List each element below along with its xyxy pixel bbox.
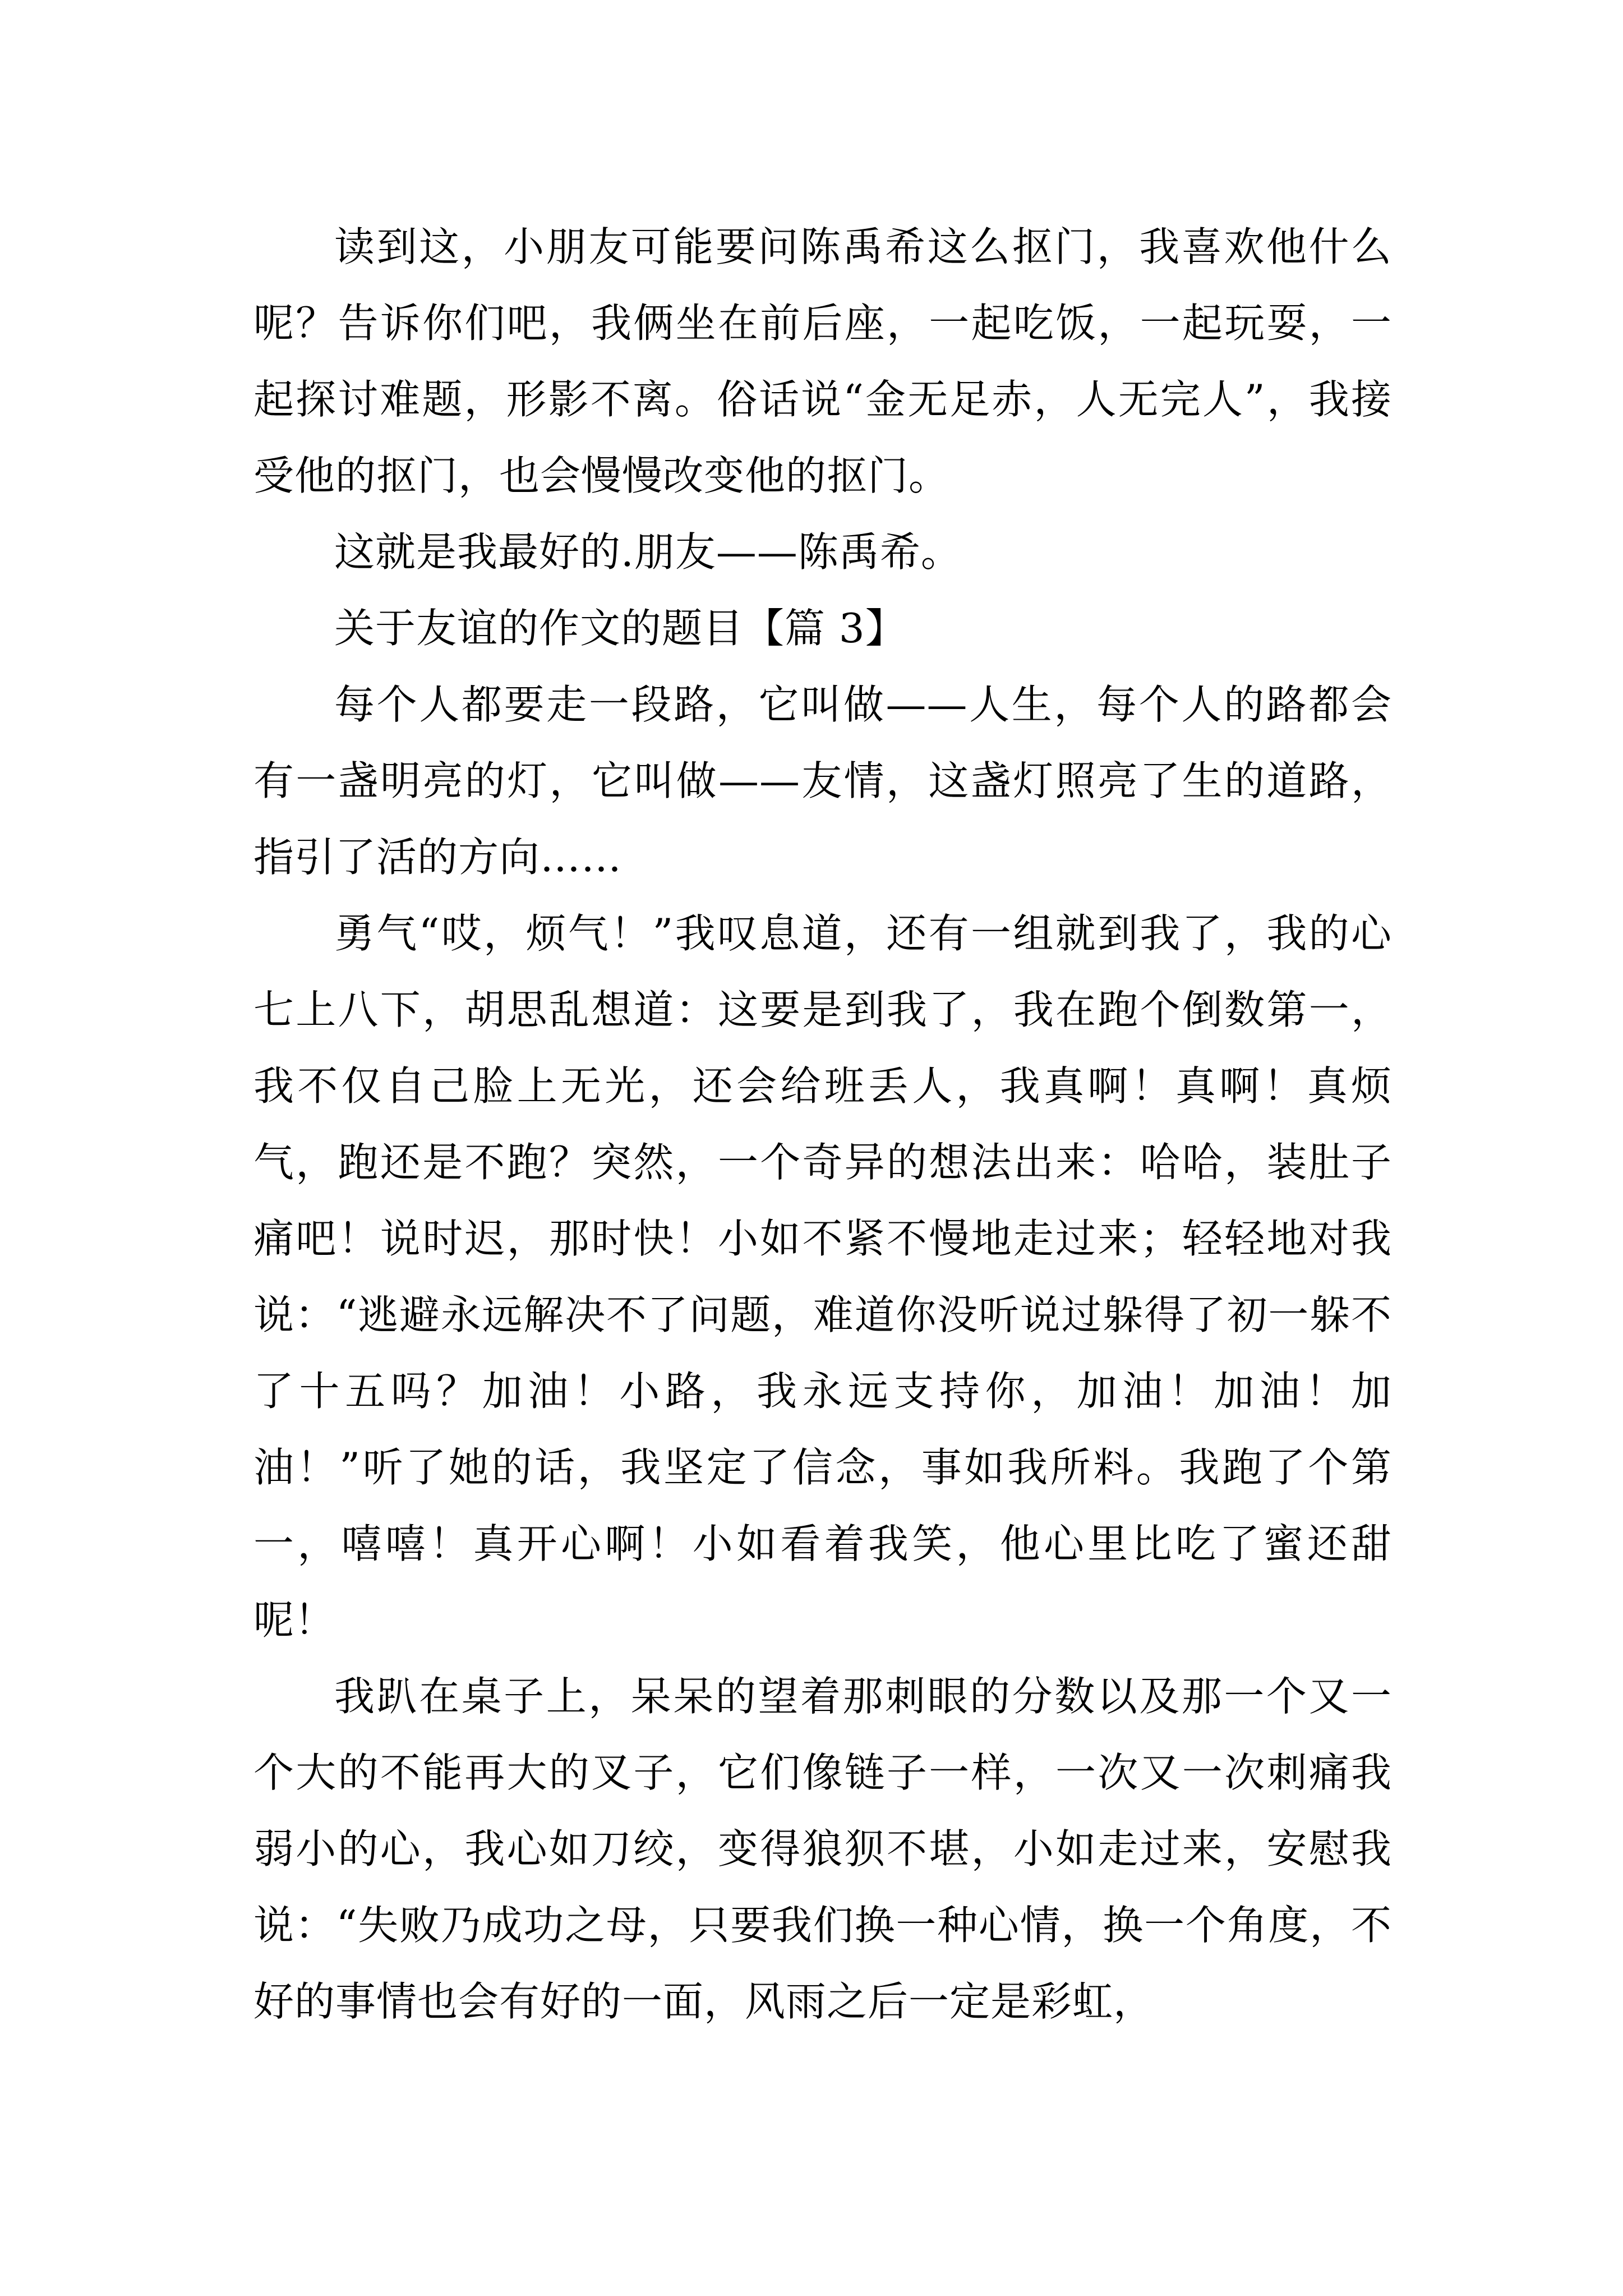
paragraph-4: 勇气“哎，烦气！”我叹息道，还有一组就到我了，我的心七上八下，胡思乱想道：这要是到我了，我在跑个倒数第一，我不仅自己脸上无光，还会给班丢人，我真啊！真啊！真烦气，跑还是不跑？突然，一个奇异的想法出来：哈哈，装肚子痛吧！说时迟，那时快！小如不紧不慢地走过来；轻轻地对我说：“逃避永远解决不了问题，难道你没听说过躲得了初一躲不了十五吗？加油！小路，我永远支持你，加油！加油！加油！”听了她的话，我坚定了信念，事如我所料。我跑了个第一，嘻嘻！真开心啊！小如看着我笑，他心里比吃了蜜还甜呢！ — [253, 910, 1392, 1644]
paragraph-2: 这就是我最好的.朋友——陈禹希。 — [334, 528, 962, 576]
paragraph-5: 我趴在桌子上，呆呆的望着那刺眼的分数以及那一个又一个大的不能再大的叉子，它们像链子一样，一次又一次刺痛我弱小的心，我心如刀绞，变得狼狈不堪，小如走过来，安慰我说：“失败乃成功之母，只要我们换一种心情，换一个角度，不好的事情也会有好的一面，风雨之后一定是彩虹， — [253, 1673, 1392, 2025]
paragraph-3: 每个人都要走一段路，它叫做——人生，每个人的路都会有一盏明亮的灯，它叫做——友情，这盏灯照亮了生的道路，指引了活的方向…… — [253, 681, 1392, 881]
section-heading: 关于友谊的作文的题目【篇 3】 — [334, 605, 906, 652]
paragraph-1: 读到这，小朋友可能要问陈禹希这么抠门，我喜欢他什么呢？告诉你们吧，我俩坐在前后座，一起吃饭，一起玩耍，一起探讨难题，形影不离。俗话说“金无足赤，人无完人”，我接受他的抠门，也会慢慢改变他的抠门。 — [253, 223, 1392, 499]
document-body — [253, 209, 1392, 2040]
